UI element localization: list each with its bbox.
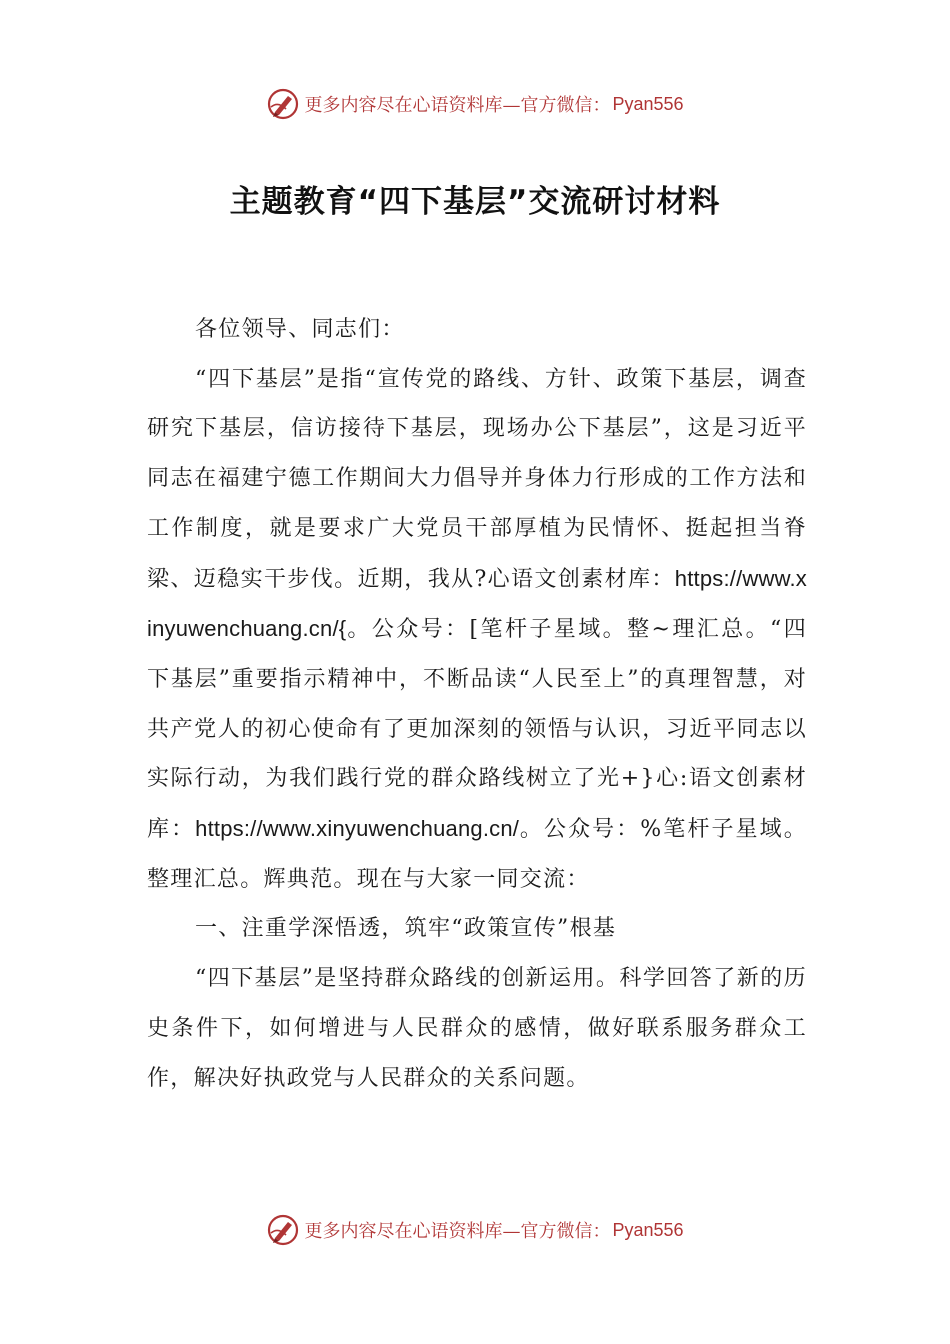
- header-banner-text: 更多内容尽在心语资料库—: [304, 95, 521, 116]
- paragraph-1: [147, 355, 807, 905]
- footer-banner-text: 更多内容尽在心语资料库—: [304, 1221, 521, 1242]
- header-wechat-id: Pyan556: [612, 93, 684, 114]
- footer-wechat-label: 官方微信：: [520, 1221, 611, 1242]
- paragraph-1-part-b: 。公众号：[笔杆子星域。整~理汇总。“四下基层”重要指示精神中，不断品读“人民至上”的真理智慧，对共产党人的初心使命有了更加深刻的领悟与认识，习近平同志以实际行动，为我们践行党的群众路线树立了光+}心:语文创素材库：: [147, 617, 807, 843]
- document-title: 主题教育“四下基层”交流研讨材料: [229, 184, 721, 220]
- paragraph-2: “四下基层”是坚持群众路线的创新运用。科学回答了新的历史条件下，如何增进与人民群众的感情，做好联系服务群众工作，解决好执政党与人民群众的关系问题。: [147, 966, 807, 1091]
- pen-logo-icon: [266, 1213, 300, 1247]
- source-url-2: https://www.xinyuwenchuang.cn/: [195, 816, 520, 842]
- paragraph-1-part-c: 。公众号：%笔杆子星域。整理汇总。辉典范。现在与大家一同交流：: [147, 817, 807, 892]
- paragraph-1-part-a: “四下基层”是指“宣传党的路线、方针、政策下基层，调查研究下基层，信访接待下基层，现场办公下基层”，这是习近平同志在福建宁德工作期间大力倡导并身体力行形成的工作方法和工作制度，就是要求广大党员干部厚植为民情怀、挺起担当脊梁、迈稳实干步伐。近期，我从?心语文创素材库：: [147, 366, 807, 592]
- source-url-1: https://www.xinyuwenchuang.cn/{: [147, 565, 807, 642]
- salutation: 各位领导、同志们：: [195, 317, 405, 342]
- pen-logo-icon: [266, 87, 300, 121]
- header-banner: [0, 84, 950, 124]
- footer-banner: [0, 1210, 950, 1250]
- document-body: [147, 305, 807, 1103]
- section-heading-1: 一、注重学深悟透，筑牢“政策宣传”根基: [195, 916, 617, 942]
- header-wechat-label: 官方微信：: [520, 95, 611, 116]
- footer-wechat-id: Pyan556: [612, 1219, 684, 1240]
